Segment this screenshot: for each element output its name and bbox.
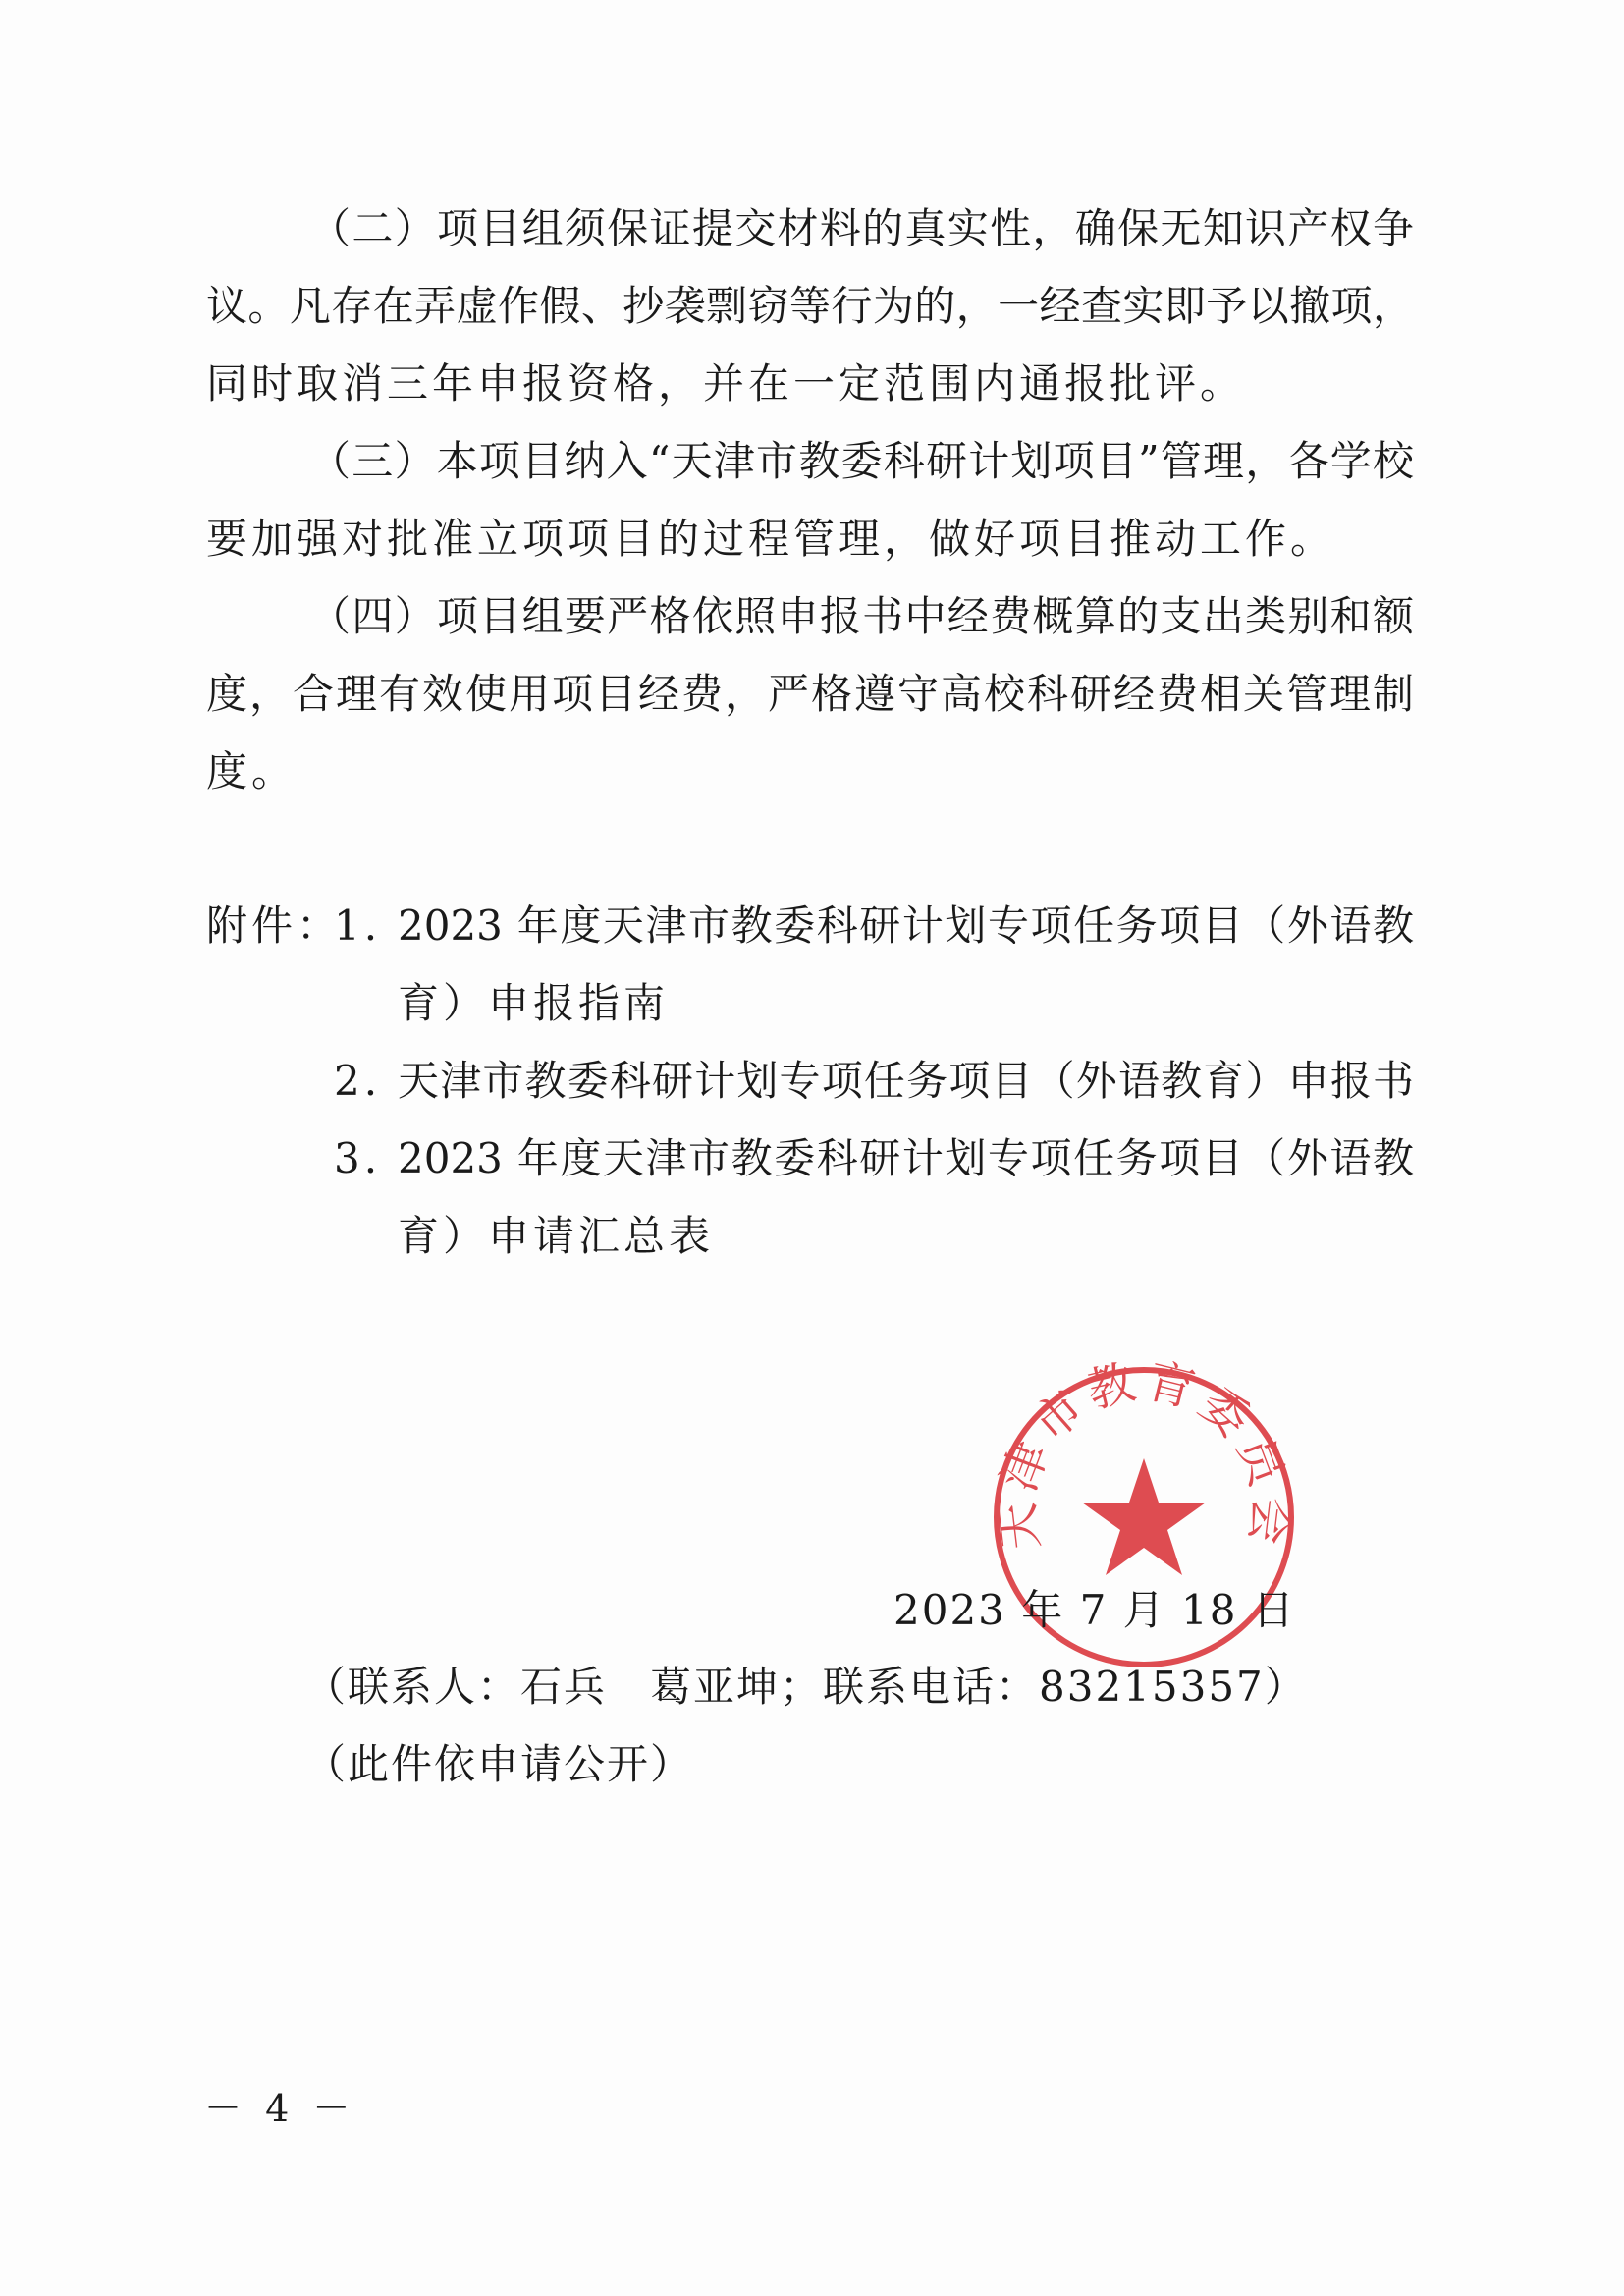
attachment-3-title-cont: 育）申请汇总表 — [398, 1212, 715, 1260]
paragraph-2-line-1: （二）项目组须保证提交材料的真实性，确保无知识产权争 — [309, 204, 1414, 252]
seal-star-icon — [1082, 1458, 1206, 1575]
attachment-2-number: 2. — [334, 1057, 382, 1105]
disclosure-note: （此件依申请公开） — [304, 1740, 694, 1788]
paragraph-3-line-2: 要加强对批准立项项目的过程管理，做好项目推动工作。 — [206, 515, 1336, 563]
paragraph-4-line-1: （四）项目组要严格依照申报书中经费概算的支出类别和额 — [309, 592, 1414, 640]
paragraph-4-line-3: 度。 — [206, 747, 298, 795]
seal-text: 天津市教育委员会 — [988, 1355, 1300, 1554]
attachment-1-title-cont: 育）申报指南 — [398, 979, 670, 1027]
page-number: － 4 － — [204, 2087, 356, 2130]
attachment-2-title: 天津市教委科研计划专项任务项目（外语教育）申报书 — [398, 1057, 1414, 1105]
paragraph-4-line-2: 度，合理有效使用项目经费，严格遵守高校科研经费相关管理制 — [206, 670, 1414, 718]
paragraph-3-line-1: （三）本项目纳入“天津市教委科研计划项目”管理，各学校 — [309, 437, 1414, 485]
contact-info: （联系人：石兵 葛亚坤；联系电话：83215357） — [304, 1663, 1308, 1711]
paragraph-2-line-3: 同时取消三年申报资格，并在一定范围内通报批评。 — [206, 359, 1246, 408]
attachments-label: 附件： — [206, 902, 343, 950]
document-date: 2023 年 7 月 18 日 — [893, 1586, 1296, 1634]
attachment-1-title: 2023 年度天津市教委科研计划专项任务项目（外语教 — [398, 902, 1414, 950]
attachment-3-title: 2023 年度天津市教委科研计划专项任务项目（外语教 — [398, 1134, 1414, 1182]
attachment-3-number: 3. — [334, 1134, 382, 1182]
attachment-1-number: 1. — [334, 902, 382, 950]
paragraph-2-line-2: 议。凡存在弄虚作假、抄袭剽窃等行为的，一经查实即予以撤项， — [206, 282, 1414, 330]
